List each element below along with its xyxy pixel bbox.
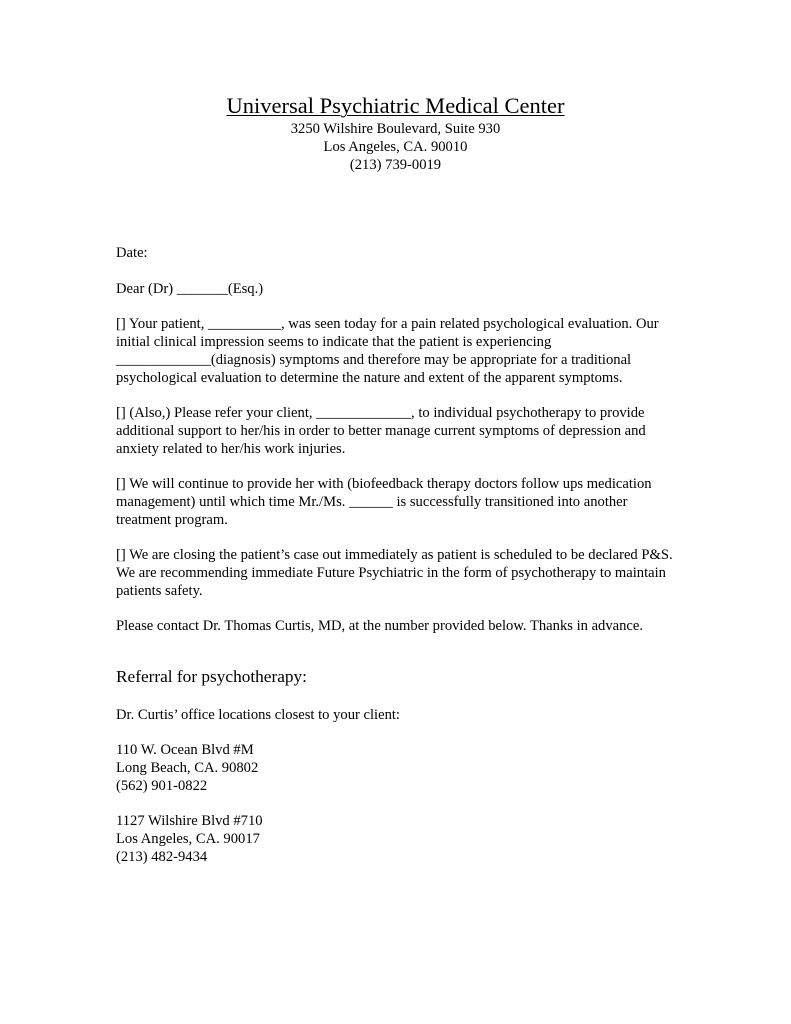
office-city: Los Angeles, CA. 90017	[116, 831, 260, 847]
phone-number: (213) 739-0019	[349, 157, 442, 173]
office-locations-intro: Dr. Curtis’ office locations closest to your client:	[116, 707, 400, 723]
office-location	[116, 741, 686, 795]
office-phone: (213) 482-9434	[116, 849, 208, 865]
paragraph-psychotherapy-referral: [] (Also,) Please refer your client, _____________, to individual psychotherapy to provide additional support to her/his in order to better manage current symptoms of depression and anxiety related to her/his work injuries.	[116, 405, 646, 457]
date-label: Date:	[116, 245, 148, 261]
paragraph-continued-treatment: [] We will continue to provide her with (biofeedback therapy doctors follow ups medication management) until which time Mr./Ms. ______ is successfully transitioned into another treatment program.	[116, 476, 652, 528]
address-line-1: 3250 Wilshire Boulevard, Suite 930	[290, 121, 501, 137]
letter-body	[116, 244, 686, 883]
paragraph-patient-evaluation: [] Your patient, __________, was seen today for a pain related psychological evaluation. Our initial clinical impression seems to indicate that the patient is experiencing _____________(diagnosis) symptoms and therefore may be appropriate for a traditional psychological evaluation to determine the nature and extent of the apparent symptoms.	[116, 316, 659, 386]
office-phone: (562) 901-0822	[116, 778, 208, 794]
salutation: Dear (Dr) _______(Esq.)	[116, 281, 264, 297]
office-location	[116, 812, 686, 866]
referral-heading: Referral for psychotherapy:	[116, 667, 307, 686]
organization-name: Universal Psychiatric Medical Center	[226, 93, 565, 118]
office-street: 110 W. Ocean Blvd #M	[116, 742, 254, 758]
paragraph-contact: Please contact Dr. Thomas Curtis, MD, at the number provided below. Thanks in advance.	[116, 618, 644, 634]
address-line-2: Los Angeles, CA. 90010	[323, 139, 468, 155]
office-street: 1127 Wilshire Blvd #710	[116, 813, 263, 829]
letterhead	[0, 93, 791, 174]
paragraph-case-closing: [] We are closing the patient’s case out immediately as patient is scheduled to be declared P&S. We are recommending immediate Future Psychiatric in the form of psychotherapy to maintain patients safety.	[116, 547, 673, 599]
office-city: Long Beach, CA. 90802	[116, 760, 259, 776]
